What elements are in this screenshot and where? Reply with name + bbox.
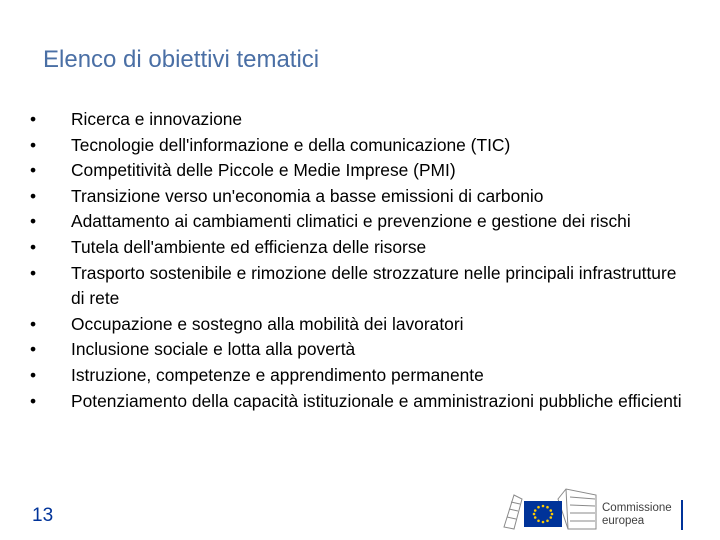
list-item-text: Istruzione, competenze e apprendimento permanente bbox=[71, 364, 484, 385]
list-item-text: Occupazione e sostegno alla mobilità dei lavoratori bbox=[71, 313, 464, 334]
list-item bbox=[27, 107, 687, 133]
berlaymont-building-icon bbox=[500, 485, 600, 533]
logo-line-1: Commissione bbox=[602, 502, 672, 514]
page-number: 13 bbox=[32, 505, 54, 526]
bullet: • bbox=[30, 236, 37, 257]
list-item bbox=[27, 312, 687, 338]
list-item-text: Transizione verso un'economia a basse emissioni di carbonio bbox=[71, 185, 544, 206]
bullet: • bbox=[30, 211, 37, 232]
bullet: • bbox=[30, 185, 37, 206]
logo-text bbox=[602, 502, 672, 528]
bullet: • bbox=[30, 109, 37, 129]
slide-title: Elenco di obiettivi tematici bbox=[43, 46, 320, 73]
list-item bbox=[27, 209, 687, 235]
list-item bbox=[27, 133, 687, 159]
bullet: • bbox=[30, 134, 37, 155]
list-item-text: Inclusione sociale e lotta alla povertà bbox=[71, 339, 356, 360]
bullet: • bbox=[30, 160, 37, 181]
logo-divider bbox=[681, 500, 683, 530]
bullet: • bbox=[30, 262, 37, 283]
bullet: • bbox=[30, 364, 37, 385]
list-item bbox=[27, 363, 687, 389]
list-item-text: Tecnologie dell'informazione e della comunicazione (TIC) bbox=[71, 134, 511, 155]
bullet: • bbox=[30, 313, 37, 334]
list-item bbox=[27, 261, 687, 312]
objectives-list bbox=[27, 107, 687, 414]
bullet: • bbox=[30, 339, 37, 360]
list-item-text: Potenziamento della capacità istituzionale e amministrazioni pubbliche efficienti bbox=[71, 390, 682, 411]
european-commission-logo bbox=[500, 485, 690, 533]
list-item-text: Competitività delle Piccole e Medie Imprese (PMI) bbox=[71, 160, 456, 181]
list-item bbox=[27, 235, 687, 261]
list-item-text: Tutela dell'ambiente ed efficienza delle risorse bbox=[71, 236, 427, 257]
list-item bbox=[27, 158, 687, 184]
list-item-text: Adattamento ai cambiamenti climatici e prevenzione e gestione dei rischi bbox=[71, 211, 631, 232]
list-item bbox=[27, 184, 687, 210]
logo-line-2: europea bbox=[602, 515, 645, 527]
list-item bbox=[27, 337, 687, 363]
list-item-text: Ricerca e innovazione bbox=[71, 109, 243, 129]
list-item bbox=[27, 389, 687, 415]
bullet: • bbox=[30, 390, 37, 411]
list-item-text: Trasporto sostenibile e rimozione delle strozzature nelle principali infrastrutture di rete bbox=[71, 262, 677, 309]
